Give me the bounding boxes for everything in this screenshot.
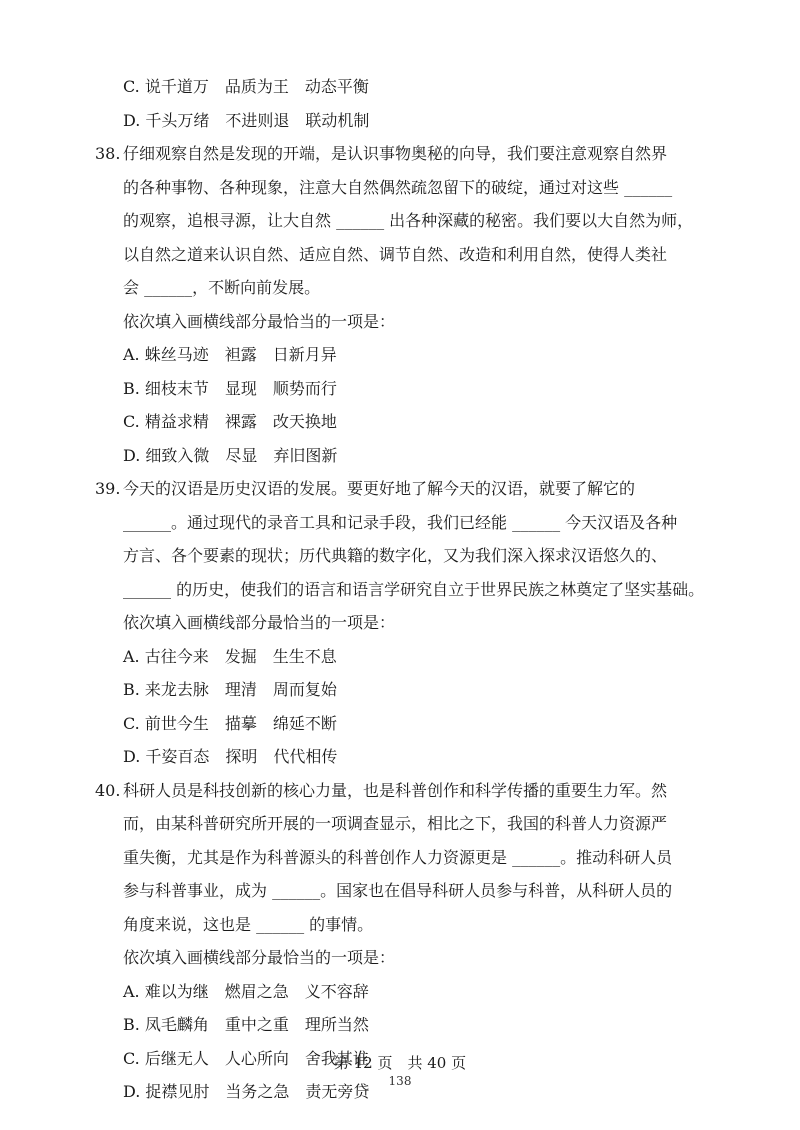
- question-stem-text: 仔细观察自然是发现的开端，是认识事物奥秘的向导，我们要注意观察自然界: [123, 144, 668, 163]
- question-39-stem-line: 方言、各个要素的现状；历代典籍的数字化，又为我们深入探求汉语悠久的、: [123, 546, 668, 565]
- question-stem-text: 科研人员是科技创新的核心力量，也是科普创作和科学传播的重要生力军。然: [123, 780, 668, 800]
- question-40-option-b: B. 凤毛麟角 重中之重 理所当然: [123, 1015, 369, 1034]
- question-38-option-d: D. 细致入微 尽显 弃旧图新: [123, 445, 338, 465]
- question-39-stem-line: [95, 472, 735, 506]
- question-38-prompt: 依次填入画横线部分最恰当的一项是：: [123, 311, 396, 331]
- question-number: 38.: [95, 144, 121, 163]
- question-38-stem-line: 的各种事物、各种现象，注意大自然偶然疏忽留下的破绽，通过对这些 ______: [123, 177, 673, 197]
- question-40-option-a: A. 难以为继 燃眉之急 义不容辞: [123, 981, 369, 1001]
- question-number: 40.: [95, 780, 121, 800]
- question-40-stem-line: 参与科普事业，成为 ______。国家也在倡导科研人员参与科普，从科研人员的: [123, 881, 673, 900]
- option-d: D. 千头万绪 不进则退 联动机制: [123, 110, 370, 130]
- question-40-stem-line: [95, 774, 735, 808]
- option-c: C. 说千道万 品质为王 动态平衡: [123, 77, 369, 96]
- question-38-stem-line: 以自然之道来认识自然、适应自然、调节自然、改造和利用自然，使得人类社: [123, 244, 668, 264]
- question-stem-text: 今天的汉语是历史汉语的发展。要更好地了解今天的汉语，就要了解它的: [123, 479, 636, 498]
- question-39-stem-line: ______ 的历史，使我们的语言和语言学研究自立于世界民族之林奠定了坚实基础。: [123, 579, 705, 599]
- question-38-option-a: A. 蛛丝马迹 袒露 日新月异: [123, 345, 337, 364]
- page-label: 第 12 页 共 40 页: [333, 1054, 467, 1072]
- question-39-option-d: D. 千姿百态 探明 代代相传: [123, 747, 338, 766]
- question-39-option-b: B. 来龙去脉 理清 周而复始: [123, 680, 337, 699]
- question-38-stem-line: 会 ______，不断向前发展。: [123, 278, 321, 297]
- question-39-option-a: A. 古往今来 发掘 生生不息: [123, 646, 337, 666]
- question-38-stem-line: [95, 137, 735, 171]
- question-40-stem-line: 角度来说，这也是 ______ 的事情。: [123, 914, 374, 934]
- question-39-prompt: 依次填入画横线部分最恰当的一项是：: [123, 613, 396, 632]
- question-38-option-b: B. 细枝末节 显现 顺势而行: [123, 378, 337, 398]
- question-number: 39.: [95, 479, 121, 498]
- question-40-option-d: D. 捉襟见肘 当务之急 责无旁贷: [123, 1082, 370, 1101]
- question-39-stem-line: ______。通过现代的录音工具和记录手段，我们已经能 ______ 今天汉语及各种: [123, 512, 678, 532]
- question-40-stem-line: 而，由某科普研究所开展的一项调查显示，相比之下，我国的科普人力资源严: [123, 814, 668, 833]
- question-38-stem-line: 的观察，追根寻源，让大自然 ______ 出各种深藏的秘密。我们要以大自然为师，: [123, 211, 694, 230]
- question-39-option-c: C. 前世今生 描摹 绵延不断: [123, 713, 337, 733]
- question-40-stem-line: 重失衡，尤其是作为科普源头的科普创作人力资源更是 ______。推动科研人员: [123, 847, 673, 867]
- page-number: 138: [388, 1074, 412, 1088]
- question-40-option-c: C. 后继无人 人心所向 舍我其谁: [123, 1048, 369, 1068]
- page-content: [95, 70, 735, 1109]
- question-38-option-c: C. 精益求精 裸露 改天换地: [123, 412, 337, 431]
- question-40-prompt: 依次填入画横线部分最恰当的一项是：: [123, 948, 396, 967]
